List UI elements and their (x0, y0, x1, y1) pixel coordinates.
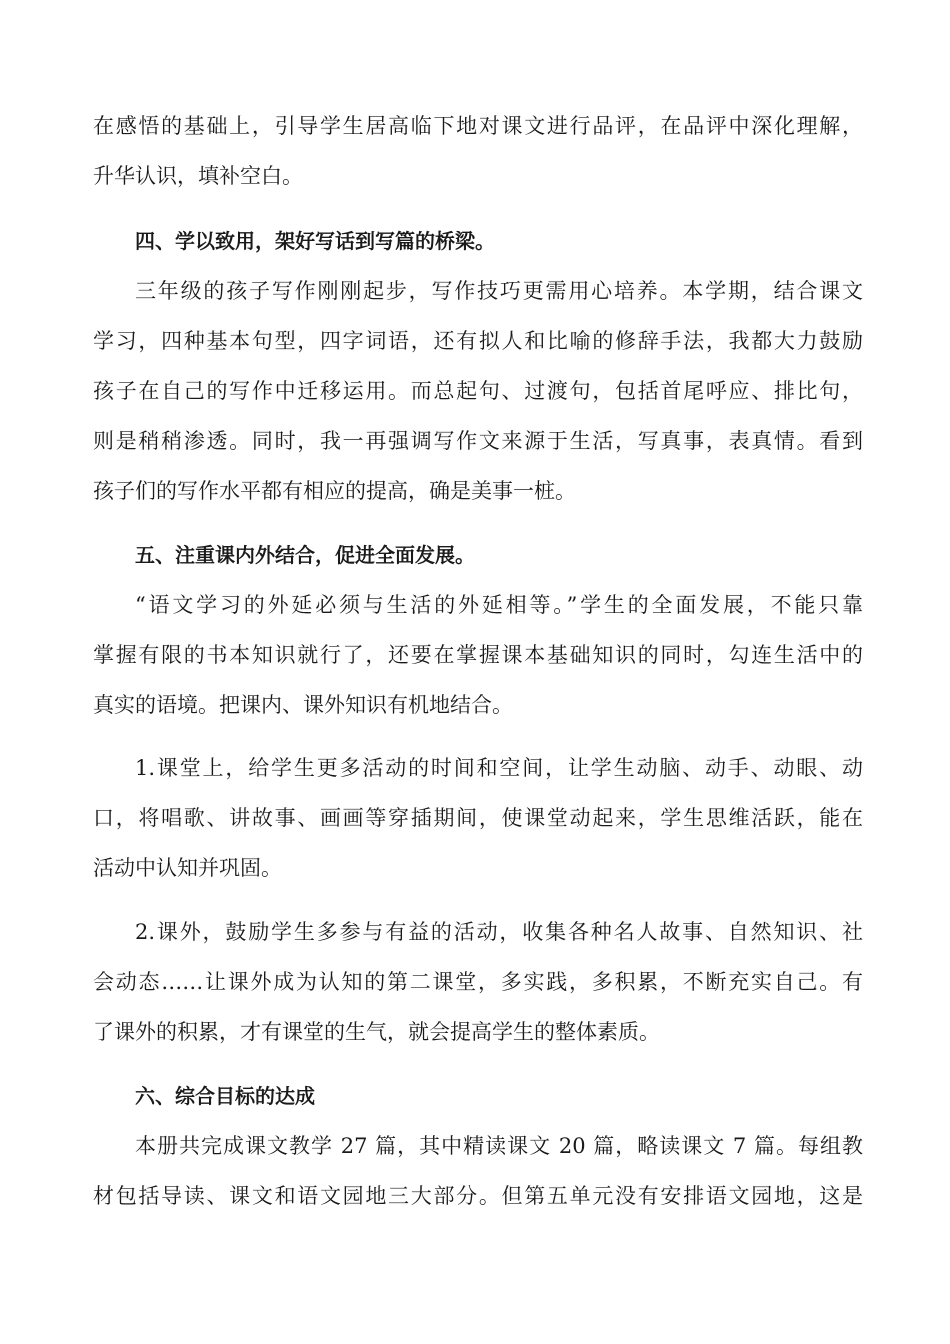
paragraph-line: 材包括导读、课文和语文园地三大部分。但第五单元没有安排语文园地，这是 (93, 1184, 863, 1208)
paragraph-line: 孩子在自己的写作中迁移运用。而总起句、过渡句，包括首尾呼应、排比句， (93, 379, 863, 403)
paragraph-line: 在感悟的基础上，引导学生居高临下地对课文进行品评，在品评中深化理解， (93, 114, 863, 138)
section-heading-6: 六、综合目标的达成 (135, 1084, 315, 1108)
paragraph-line: 掌握有限的书本知识就行了，还要在掌握课本基础知识的同时，勾连生活中的 (93, 643, 863, 667)
paragraph-line: 真实的语境。把课内、课外知识有机地结合。 (93, 693, 513, 717)
list-item-line: 2.课外，鼓励学生多参与有益的活动，收集各种名人故事、自然知识、社 (135, 920, 863, 944)
paragraph-line: 本册共完成课文教学 27 篇，其中精读课文 20 篇，略读课文 7 篇。每组教 (135, 1134, 863, 1158)
paragraph-line: 三年级的孩子写作刚刚起步，写作技巧更需用心培养。本学期，结合课文 (135, 279, 863, 303)
list-item-line: 口，将唱歌、讲故事、画画等穿插期间，使课堂动起来，学生思维活跃，能在 (93, 806, 863, 830)
section-heading-5: 五、注重课内外结合，促进全面发展。 (135, 543, 475, 567)
paragraph-line: 升华认识，填补空白。 (93, 164, 303, 188)
section-heading-4: 四、学以致用，架好写话到写篇的桥梁。 (135, 229, 495, 253)
list-item-line: 1.课堂上，给学生更多活动的时间和空间，让学生动脑、动手、动眼、动 (135, 756, 863, 780)
list-item-line: 活动中认知并巩固。 (93, 856, 282, 880)
paragraph-line: 孩子们的写作水平都有相应的提高，确是美事一桩。 (93, 479, 576, 503)
list-item-line: 会动态……让课外成为认知的第二课堂，多实践，多积累，不断充实自己。有 (93, 970, 863, 994)
paragraph-line: 学习，四种基本句型，四字词语，还有拟人和比喻的修辞手法，我都大力鼓励 (93, 329, 863, 353)
list-item-line: 了课外的积累，才有课堂的生气，就会提高学生的整体素质。 (93, 1020, 660, 1044)
paragraph-line: 则是稍稍渗透。同时，我一再强调写作文来源于生活，写真事，表真情。看到 (93, 429, 863, 453)
paragraph-line: “语文学习的外延必须与生活的外延相等。”学生的全面发展，不能只靠 (135, 593, 863, 617)
